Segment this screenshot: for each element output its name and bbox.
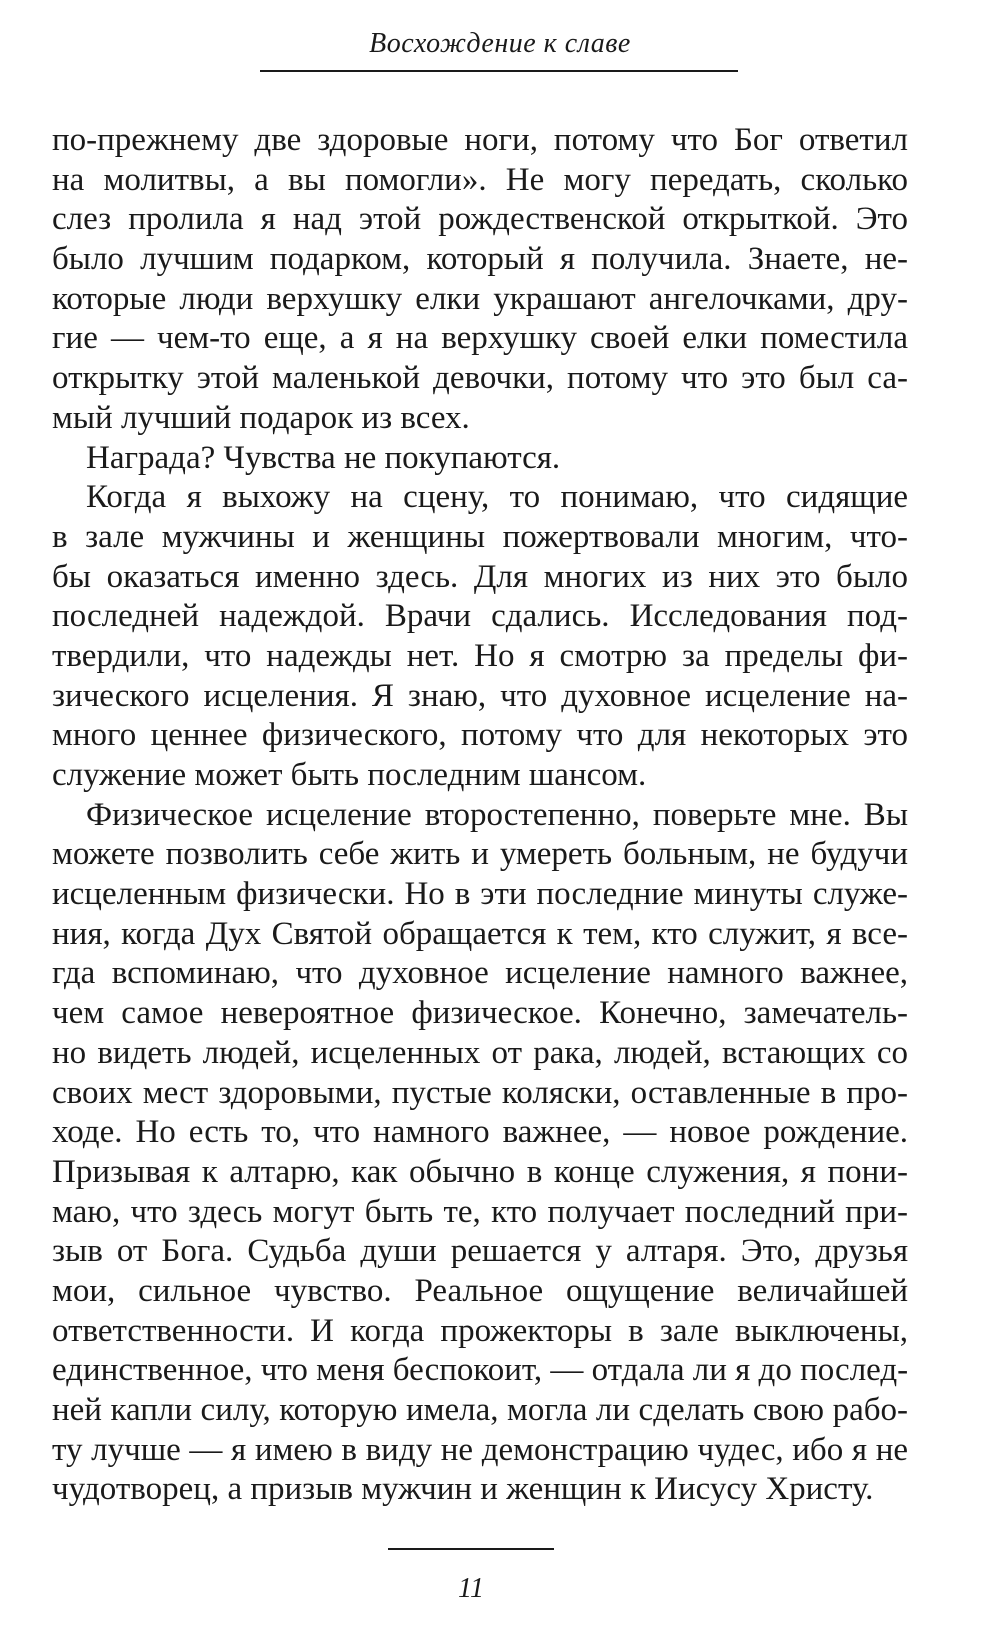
body-text — [52, 121, 908, 1510]
text-line: последней надеждой. Врачи сдались. Исследования под- — [52, 598, 908, 635]
paragraph — [52, 439, 908, 479]
text-line: по-прежнему две здоровые ноги, потому что Бог ответил — [52, 122, 908, 158]
text-line: служение может быть последним шансом. — [52, 757, 647, 793]
text-line: Призывая к алтарю, как обычно в конце служения, я пони- — [52, 1153, 908, 1190]
text-line: в зале мужчины и женщины пожертвовали многим, что- — [52, 518, 908, 555]
text-line: но видеть людей, исцеленных от рака, людей, встающих со — [52, 1034, 908, 1071]
text-line: ответственности. И когда прожекторы в зале выключены, — [52, 1312, 908, 1349]
text-line: можете позволить себе жить и умереть больным, не будучи — [52, 836, 908, 873]
text-line: единственное, что меня беспокоит, — отдала ли я до послед- — [52, 1352, 909, 1389]
text-line: Когда я выхожу на сцену, то понимаю, что сидящие — [86, 479, 908, 516]
text-line: слез пролила я над этой рождественской открыткой. Это — [52, 201, 908, 238]
text-line: мый лучший подарок из всех. — [52, 399, 470, 436]
page-number: 11 — [458, 1573, 484, 1604]
paragraph — [52, 121, 908, 439]
running-head: Восхождение к славе — [369, 28, 631, 59]
header-rule — [260, 70, 738, 72]
text-line: ней капли силу, которую имела, могла ли сделать свою рабо- — [52, 1392, 908, 1428]
text-line: Физическое исцеление второстепенно, поверьте мне. Вы — [86, 796, 908, 833]
text-line: ту лучше — я имею в виду не демонстрацию чудес, ибо я не — [52, 1431, 908, 1468]
text-line: было лучшим подарком, который я получила. Знаете, не- — [52, 241, 908, 278]
paragraph — [52, 478, 908, 796]
text-line: которые люди верхушку елки украшают ангелочками, дру- — [52, 280, 908, 317]
text-line: зического исцеления. Я знаю, что духовное исцеление на- — [52, 677, 908, 714]
text-line: бы оказаться именно здесь. Для многих из них это было — [52, 558, 908, 595]
paragraph — [52, 796, 908, 1510]
text-line: на молитвы, а вы помогли». Не могу передать, сколько — [52, 161, 908, 198]
text-line: исцеленным физически. Но в эти последние минуты служе- — [52, 876, 908, 913]
text-line: гда вспоминаю, что духовное исцеление намного важнее, — [52, 955, 908, 992]
text-line: чудотворец, а призыв мужчин и женщин к Иисусу Христу. — [52, 1471, 874, 1508]
text-line: Награда? Чувства не покупаются. — [86, 439, 561, 476]
text-line: много ценнее физического, потому что для некоторых это — [52, 717, 908, 754]
footer-rule — [388, 1548, 554, 1550]
text-line: маю, что здесь могут быть те, кто получает последний при- — [52, 1193, 908, 1230]
text-line: мои, сильное чувство. Реальное ощущение величайшей — [52, 1272, 908, 1309]
text-line: ходе. Но есть то, что намного важнее, — новое рождение. — [52, 1114, 908, 1151]
text-line: открытку этой маленькой девочки, потому что это был са- — [52, 360, 908, 397]
text-line: гие — чем-то еще, а я на верхушку своей елки поместила — [52, 320, 908, 357]
text-line: ния, когда Дух Святой обращается к тем, кто служит, я все- — [52, 915, 908, 952]
text-line: зыв от Бога. Судьба души решается у алтаря. Это, друзья — [52, 1233, 908, 1270]
text-line: чем самое невероятное физическое. Конечно, замечатель- — [52, 995, 908, 1032]
text-line: твердили, что надежды нет. Но я смотрю за пределы фи- — [52, 637, 908, 674]
text-line: своих мест здоровыми, пустые коляски, оставленные в про- — [52, 1074, 908, 1111]
